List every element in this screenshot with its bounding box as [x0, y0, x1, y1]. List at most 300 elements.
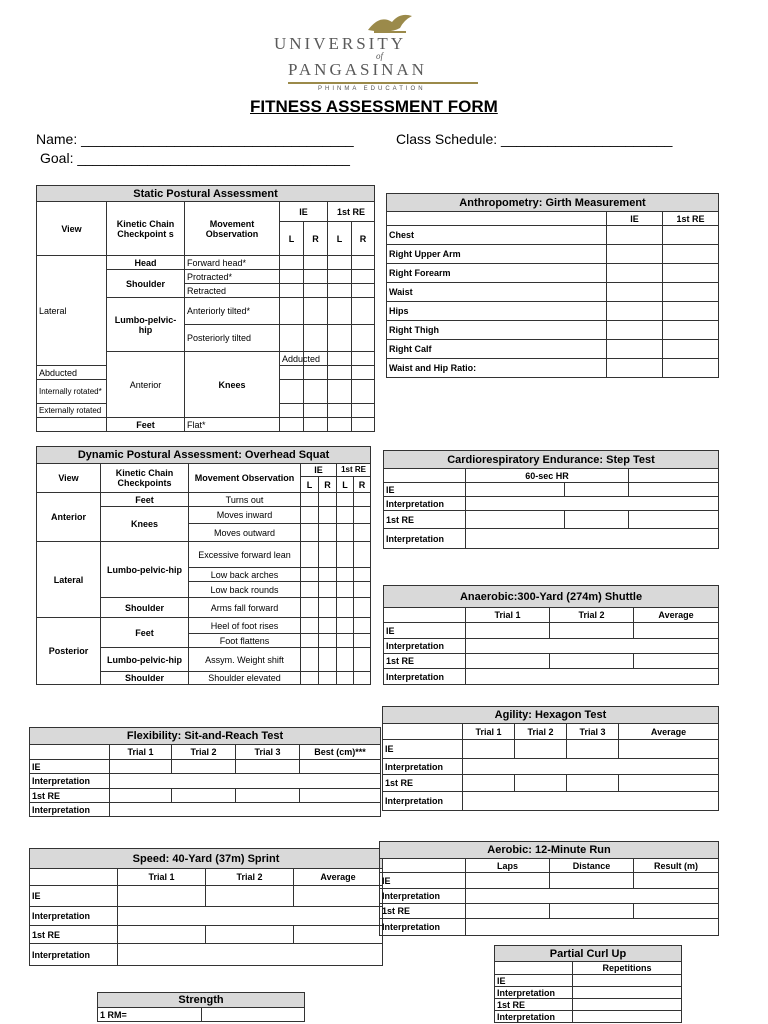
dynamic-knees: Knees — [101, 507, 189, 542]
cell[interactable] — [304, 325, 328, 352]
cell[interactable] — [304, 298, 328, 325]
cell[interactable] — [352, 366, 375, 380]
cell[interactable] — [466, 919, 719, 936]
cell[interactable] — [634, 623, 719, 639]
cell[interactable] — [352, 298, 375, 325]
flex-ie: IE — [30, 760, 110, 774]
cell[interactable] — [280, 256, 304, 270]
girth-row: Right Forearm — [387, 264, 607, 283]
static-r-ie: R — [304, 222, 328, 256]
cell[interactable] — [328, 404, 352, 418]
agility-title: Agility: Hexagon Test — [383, 707, 719, 724]
aerobic-ie: IE — [380, 873, 466, 889]
dynamic-obs: Moves inward — [189, 507, 301, 524]
cell[interactable] — [304, 418, 328, 432]
cell[interactable] — [236, 789, 300, 803]
cell[interactable] — [354, 618, 371, 634]
flex-interp: Interpretation — [30, 774, 110, 789]
cell[interactable] — [301, 507, 319, 524]
cell[interactable] — [466, 654, 550, 669]
static-shoulder: Shoulder — [107, 270, 185, 298]
agility-t2: Trial 2 — [515, 724, 567, 740]
shuttle-avg: Average — [634, 608, 719, 623]
cell[interactable] — [567, 775, 619, 792]
cell[interactable] — [352, 284, 375, 298]
cell[interactable] — [301, 598, 319, 618]
cell[interactable] — [301, 618, 319, 634]
cell[interactable] — [328, 284, 352, 298]
cell[interactable] — [294, 886, 383, 907]
step-title: Cardiorespiratory Endurance: Step Test — [384, 451, 719, 469]
cell[interactable] — [663, 283, 719, 302]
static-l-re: L — [328, 222, 352, 256]
flex-t3: Trial 3 — [236, 745, 300, 760]
cell[interactable] — [607, 359, 663, 378]
cell[interactable] — [337, 672, 354, 685]
agility-ie: IE — [383, 740, 463, 759]
cell[interactable] — [172, 760, 236, 774]
cell[interactable] — [236, 760, 300, 774]
cell[interactable] — [663, 359, 719, 378]
dynamic-obs: Assym. Weight shift — [189, 648, 301, 672]
cell[interactable] — [328, 256, 352, 270]
girth-ie: IE — [607, 212, 663, 226]
cell[interactable] — [337, 618, 354, 634]
cell[interactable] — [466, 873, 550, 889]
logo-of: of — [376, 51, 384, 61]
cell[interactable] — [301, 542, 319, 568]
pegasus-emblem-icon — [360, 8, 420, 36]
cell[interactable] — [319, 542, 337, 568]
cell[interactable] — [607, 302, 663, 321]
dynamic-col-ie: IE — [301, 464, 337, 477]
cell[interactable] — [301, 493, 319, 507]
speed-title: Speed: 40-Yard (37m) Sprint — [30, 849, 383, 869]
shuttle-table — [383, 585, 719, 685]
flex-t2: Trial 2 — [172, 745, 236, 760]
strength-title: Strength — [98, 993, 305, 1008]
cell[interactable] — [110, 774, 381, 789]
static-obs: Anteriorly tilted* — [185, 298, 280, 325]
curl-interp: Interpretation — [495, 1011, 573, 1023]
step-ie: IE — [384, 483, 466, 497]
dynamic-obs: Arms fall forward — [189, 598, 301, 618]
aerobic-laps: Laps — [466, 859, 550, 873]
aerobic-title: Aerobic: 12-Minute Run — [380, 842, 719, 859]
girth-table — [386, 193, 719, 378]
speed-t1: Trial 1 — [118, 869, 206, 886]
cell[interactable] — [463, 792, 719, 811]
cell[interactable] — [466, 511, 565, 529]
agility-re: 1st RE — [383, 775, 463, 792]
dynamic-lumbo: Lumbo-pelvic-hip — [101, 542, 189, 598]
curl-re: 1st RE — [495, 999, 573, 1011]
cell[interactable] — [319, 507, 337, 524]
curl-reps: Repetitions — [573, 962, 682, 975]
static-r-re: R — [352, 222, 375, 256]
cell[interactable] — [337, 493, 354, 507]
cell[interactable] — [280, 270, 304, 284]
cell[interactable] — [354, 524, 371, 542]
cell[interactable] — [352, 270, 375, 284]
step-interp: Interpretation — [384, 497, 466, 511]
shuttle-ie: IE — [384, 623, 466, 639]
dynamic-r: R — [354, 477, 371, 493]
cell[interactable] — [280, 418, 304, 432]
dynamic-col-mo: Movement Observation — [189, 464, 301, 493]
logo-underline — [288, 82, 478, 84]
static-obs: Flat* — [185, 418, 280, 432]
girth-title: Anthropometry: Girth Measurement — [387, 194, 719, 212]
cell[interactable] — [354, 507, 371, 524]
dynamic-obs: Shoulder elevated — [189, 672, 301, 685]
speed-interp: Interpretation — [30, 907, 118, 926]
cell[interactable] — [663, 245, 719, 264]
cell[interactable] — [550, 904, 634, 919]
cell[interactable] — [354, 542, 371, 568]
cell[interactable] — [619, 775, 719, 792]
static-obs: Protracted* — [185, 270, 280, 284]
cell[interactable] — [172, 789, 236, 803]
cell[interactable] — [663, 264, 719, 283]
dynamic-col-view: View — [37, 464, 101, 493]
cell[interactable] — [319, 672, 337, 685]
cell[interactable] — [354, 582, 371, 598]
cell[interactable] — [565, 483, 629, 497]
step-re: 1st RE — [384, 511, 466, 529]
dynamic-title: Dynamic Postural Assessment: Overhead Squat — [37, 447, 371, 464]
static-anterior: Anterior — [107, 352, 185, 418]
dynamic-feet: Feet — [101, 493, 189, 507]
speed-interp: Interpretation — [30, 944, 118, 966]
cell[interactable] — [352, 256, 375, 270]
cell[interactable] — [466, 639, 719, 654]
dynamic-obs: Low back rounds — [189, 582, 301, 598]
cell[interactable] — [337, 542, 354, 568]
cell[interactable] — [319, 568, 337, 582]
cell[interactable] — [300, 789, 381, 803]
cell[interactable] — [319, 634, 337, 648]
cell[interactable] — [573, 975, 682, 987]
cell[interactable] — [118, 926, 206, 944]
cell[interactable] — [607, 340, 663, 359]
cell[interactable] — [354, 598, 371, 618]
cell[interactable] — [466, 623, 550, 639]
agility-t1: Trial 1 — [463, 724, 515, 740]
cell[interactable] — [352, 404, 375, 418]
cell[interactable] — [280, 380, 304, 404]
speed-re: 1st RE — [30, 926, 118, 944]
step-hr: 60-sec HR — [466, 469, 629, 483]
cell[interactable] — [301, 672, 319, 685]
cell[interactable] — [280, 298, 304, 325]
flex-re: 1st RE — [30, 789, 110, 803]
curl-ie: IE — [495, 975, 573, 987]
cell[interactable] — [337, 598, 354, 618]
strength-rm: 1 RM= — [98, 1008, 202, 1022]
strength-table — [97, 992, 305, 1022]
aerobic-dist: Distance — [550, 859, 634, 873]
dynamic-anterior: Anterior — [37, 493, 101, 542]
cell[interactable] — [567, 740, 619, 759]
cell[interactable] — [607, 283, 663, 302]
cell[interactable] — [294, 926, 383, 944]
cell[interactable] — [328, 352, 352, 366]
name-field[interactable]: Name: ___________________________________ — [36, 131, 354, 147]
cell[interactable] — [304, 270, 328, 284]
aerobic-interp: Interpretation — [380, 919, 466, 936]
cell[interactable] — [301, 524, 319, 542]
cell[interactable] — [319, 648, 337, 672]
shuttle-re: 1st RE — [384, 654, 466, 669]
step-interp: Interpretation — [384, 529, 466, 549]
cell[interactable] — [634, 873, 719, 889]
agility-table — [382, 706, 719, 811]
cell[interactable] — [515, 740, 567, 759]
cell[interactable] — [319, 493, 337, 507]
speed-ie: IE — [30, 886, 118, 907]
cell[interactable] — [301, 568, 319, 582]
dynamic-shoulder: Shoulder — [101, 598, 189, 618]
static-obs: Retracted — [185, 284, 280, 298]
cell[interactable] — [352, 380, 375, 404]
cell[interactable] — [319, 524, 337, 542]
cell[interactable] — [301, 648, 319, 672]
cell[interactable] — [110, 789, 172, 803]
cell[interactable] — [607, 321, 663, 340]
dynamic-obs: Heel of foot rises — [189, 618, 301, 634]
logo-pangasinan: PANGASINAN — [288, 60, 427, 79]
cell[interactable] — [328, 270, 352, 284]
cell[interactable] — [466, 497, 719, 511]
cell[interactable] — [354, 672, 371, 685]
agility-t3: Trial 3 — [567, 724, 619, 740]
cell[interactable] — [629, 511, 719, 529]
cell[interactable] — [280, 404, 304, 418]
aerobic-table — [379, 841, 719, 936]
dynamic-feet: Feet — [101, 618, 189, 648]
girth-row: Chest — [387, 226, 607, 245]
flex-interp: Interpretation — [30, 803, 110, 817]
girth-row: Right Calf — [387, 340, 607, 359]
cell[interactable] — [607, 245, 663, 264]
cell[interactable] — [304, 256, 328, 270]
cell[interactable] — [352, 325, 375, 352]
cell[interactable] — [300, 760, 381, 774]
girth-row: Waist — [387, 283, 607, 302]
cell[interactable] — [634, 654, 719, 669]
cell[interactable] — [110, 760, 172, 774]
aerobic-result: Result (m) — [634, 859, 719, 873]
shuttle-t1: Trial 1 — [466, 608, 550, 623]
static-obs: Internally rotated* — [37, 380, 107, 404]
cell[interactable] — [663, 321, 719, 340]
cell[interactable] — [466, 529, 719, 549]
dynamic-l: L — [301, 477, 319, 493]
dynamic-obs: Low back arches — [189, 568, 301, 582]
cell[interactable] — [337, 634, 354, 648]
cell[interactable] — [280, 284, 304, 298]
cell[interactable] — [550, 623, 634, 639]
cell[interactable] — [629, 483, 719, 497]
cell[interactable] — [663, 340, 719, 359]
cell[interactable] — [466, 889, 719, 904]
cell[interactable] — [352, 418, 375, 432]
cell[interactable] — [304, 366, 328, 380]
cell[interactable] — [202, 1008, 305, 1022]
cell[interactable] — [573, 1011, 682, 1023]
cell[interactable] — [110, 803, 381, 817]
cell[interactable] — [337, 648, 354, 672]
cell[interactable] — [565, 511, 629, 529]
cell[interactable] — [354, 493, 371, 507]
girth-row: Hips — [387, 302, 607, 321]
cell[interactable] — [206, 886, 294, 907]
curl-interp: Interpretation — [495, 987, 573, 999]
cell[interactable] — [663, 302, 719, 321]
cell[interactable] — [354, 568, 371, 582]
static-lateral: Lateral — [37, 256, 107, 366]
cell[interactable] — [328, 298, 352, 325]
cell[interactable] — [663, 226, 719, 245]
step-test-table — [383, 450, 719, 549]
cell[interactable] — [328, 325, 352, 352]
cell[interactable] — [619, 740, 719, 759]
cell[interactable] — [463, 740, 515, 759]
cell[interactable] — [337, 507, 354, 524]
dynamic-obs: Foot flattens — [189, 634, 301, 648]
girth-row: Right Thigh — [387, 321, 607, 340]
cell[interactable] — [354, 648, 371, 672]
cell[interactable] — [337, 568, 354, 582]
static-obs: Externally rotated — [37, 404, 107, 418]
curl-up-table — [494, 945, 682, 1023]
cell[interactable] — [319, 582, 337, 598]
cell[interactable] — [304, 284, 328, 298]
cell[interactable] — [466, 483, 565, 497]
static-obs: Posteriorly tilted — [185, 325, 280, 352]
agility-interp: Interpretation — [383, 759, 463, 775]
dynamic-postural-table — [36, 446, 371, 685]
shuttle-interp: Interpretation — [384, 639, 466, 654]
dynamic-lateral: Lateral — [37, 542, 101, 618]
dynamic-col-re: 1st RE — [337, 464, 371, 477]
cell[interactable] — [118, 907, 383, 926]
cell[interactable] — [352, 352, 375, 366]
flex-best: Best (cm)*** — [300, 745, 381, 760]
university-logo — [270, 8, 498, 96]
logo-tagline: PHINMA EDUCATION — [318, 86, 426, 92]
dynamic-shoulder: Shoulder — [101, 672, 189, 685]
static-col-view: View — [37, 202, 107, 256]
girth-row: Waist and Hip Ratio: — [387, 359, 607, 378]
cell[interactable] — [573, 987, 682, 999]
dynamic-l: L — [337, 477, 354, 493]
agility-interp: Interpretation — [383, 792, 463, 811]
dynamic-r: R — [319, 477, 337, 493]
curl-title: Partial Curl Up — [495, 946, 682, 962]
speed-avg: Average — [294, 869, 383, 886]
dynamic-obs: Turns out — [189, 493, 301, 507]
shuttle-interp: Interpretation — [384, 669, 466, 685]
static-col-ie: IE — [280, 202, 328, 222]
cell[interactable] — [206, 926, 294, 944]
shuttle-title: Anaerobic:300-Yard (274m) Shuttle — [384, 586, 719, 608]
static-col-re: 1st RE — [328, 202, 375, 222]
cell[interactable] — [280, 325, 304, 352]
flex-t1: Trial 1 — [110, 745, 172, 760]
goal-field[interactable]: Goal: ___________________________________ — [40, 150, 350, 166]
dynamic-posterior: Posterior — [37, 618, 101, 685]
cell[interactable] — [573, 999, 682, 1011]
cell[interactable] — [319, 618, 337, 634]
static-col-mo: Movement Observation — [185, 202, 280, 256]
dynamic-obs: Moves outward — [189, 524, 301, 542]
static-obs: Forward head* — [185, 256, 280, 270]
aerobic-interp: Interpretation — [380, 889, 466, 904]
static-obs: Adducted — [280, 352, 304, 366]
static-title: Static Postural Assessment — [37, 186, 375, 202]
static-lumbo: Lumbo-pelvic-hip — [107, 298, 185, 352]
cell[interactable] — [463, 775, 515, 792]
cell[interactable] — [550, 654, 634, 669]
cell[interactable] — [118, 944, 383, 966]
static-postural-table — [36, 185, 375, 432]
aerobic-re: 1st RE — [380, 904, 466, 919]
static-obs: Abducted — [37, 366, 107, 380]
dynamic-lumbo: Lumbo-pelvic-hip — [101, 648, 189, 672]
flex-title: Flexibility: Sit-and-Reach Test — [30, 728, 381, 745]
cell[interactable] — [607, 264, 663, 283]
cell[interactable] — [328, 380, 352, 404]
agility-avg: Average — [619, 724, 719, 740]
cell[interactable] — [515, 775, 567, 792]
speed-t2: Trial 2 — [206, 869, 294, 886]
girth-row: Right Upper Arm — [387, 245, 607, 264]
cell[interactable] — [337, 582, 354, 598]
cell[interactable] — [337, 524, 354, 542]
static-knees: Knees — [185, 352, 280, 418]
cell[interactable] — [328, 418, 352, 432]
cell[interactable] — [280, 366, 304, 380]
cell — [37, 418, 107, 432]
cell[interactable] — [466, 904, 550, 919]
cell[interactable] — [354, 634, 371, 648]
class-schedule-field[interactable]: Class Schedule: ______________________ — [396, 131, 673, 147]
static-feet: Feet — [107, 418, 185, 432]
cell[interactable] — [328, 366, 352, 380]
cell[interactable] — [634, 904, 719, 919]
cell[interactable] — [301, 582, 319, 598]
shuttle-t2: Trial 2 — [550, 608, 634, 623]
cell[interactable] — [550, 873, 634, 889]
cell[interactable] — [319, 598, 337, 618]
cell[interactable] — [607, 226, 663, 245]
flexibility-table — [29, 727, 381, 817]
girth-re: 1st RE — [663, 212, 719, 226]
cell[interactable] — [301, 634, 319, 648]
speed-table — [29, 848, 383, 966]
cell[interactable] — [463, 759, 719, 775]
cell[interactable] — [304, 404, 328, 418]
cell[interactable] — [304, 380, 328, 404]
cell[interactable] — [466, 669, 719, 685]
dynamic-col-kc: Kinetic Chain Checkpoints — [101, 464, 189, 493]
static-col-kc: Kinetic Chain Checkpoint s — [107, 202, 185, 256]
form-title: FITNESS ASSESSMENT FORM — [250, 97, 498, 116]
cell[interactable] — [118, 886, 206, 907]
logo-university: UNIVERSITY — [274, 34, 406, 53]
